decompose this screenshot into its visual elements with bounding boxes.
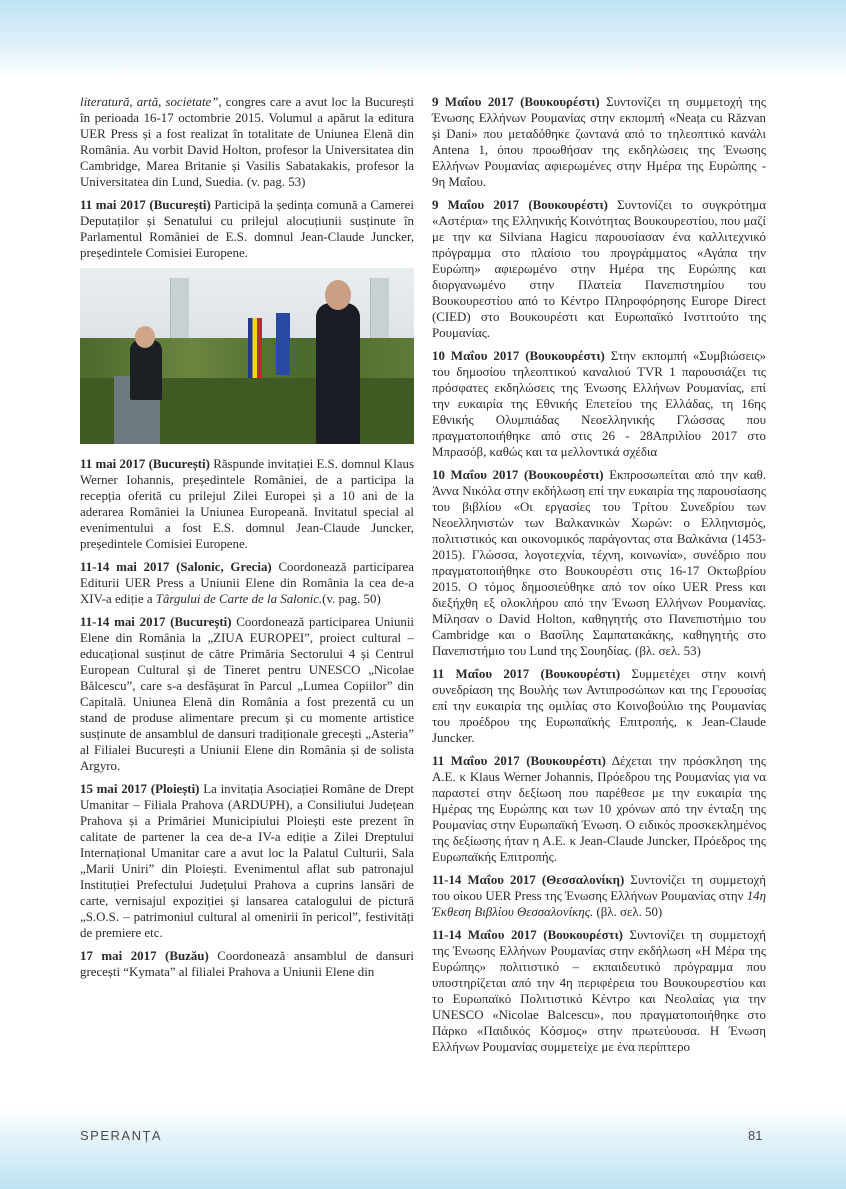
paragraph-l3: 11-14 mai 2017 (Salonic, Grecia) Coordonează participarea Editurii UER Press a Uniunii Elene din România la cea de-a XIV-a ediție a Târgului de Carte de la Salonic.(v. pag. 50) [80,560,414,606]
right-column [432,94,766,1062]
paragraph-l4: 11-14 mai 2017 (București) Coordonează participarea Uniunii Elene din România la „ZIUA EUROPEI”, proiect cultural – educațional susținut de către Primăria Sectorului 4 și Centrul European Cultural și de Tineret pentru UNESCO „Nicolae Bălcescu”, care s-a desfășurat în Parcul „Lumea Copiilor” din Capitală. Uniunea Elenă din România a fost prezentă cu un stand de produse alimentare precum și cu momente artistice susținute de ansamblul de dansuri tradiționale grecești „Asteria” al Filialei București a Uniunii Elene din România și de solista Argyro. [80,615,414,773]
page-number: 81 [748,1128,763,1143]
paragraph-r3: 10 Μαΐου 2017 (Βουκουρέστι) Εκπροσωπείται από την καθ. Άννα Νικόλα στην εκδήλωση επί την ευκαιρία της παρουσίασης του βιβλίου «Οι εργασίες του Τρίτου Συνεδρίου των Νεοελληνιστών των Βαλκανικών Χωρών: ο Ελληνισμός, πολιτιστικός και οικονομικός παράγοντας στα Βαλκάνια (1453-2015). Γλώσσα, λογοτεχνία, τέχνη, κοινωνία», συνέδριο που πραγματοποιήθηκε στο Βουκουρέστι στις 16-17 Οκτωβρίου 2015. Ο τόμος δημοσιεύθηκε από τον οίκο UER Press και διεξήχθη εξ ολοκλήρου από την Ένωση Ελλήνων Ρουμανίας. Μίλησαν ο David Holton, καθηγητής στο Πανεπιστήμιο του Cambridge και ο Βασίλης Σαμπατακάκης, καθηγητής στο Πανεπιστήμιο του Lund της Σουηδίας. (βλ. σελ. 53) [432,468,766,658]
paragraph-l6: 17 mai 2017 (Buzău) Coordonează ansamblul de dansuri grecești “Kymata” al filialei Prahova a Uniunii Elene din [80,949,415,979]
paragraph-l1: 11 mai 2017 (București) Participă la ședința comună a Camerei Deputaților și Senatului cu prilejul alocuțiunii susținute în Parlamentul României de E.S. domnul Jean-Claude Juncker, președintele Comisiei Europene. [80,198,414,260]
left-column [80,94,414,987]
paragraph-r1: 9 Μαΐου 2017 (Βουκουρέστι) Συντονίζει το συγκρότημα «Αστέρια» της Ελληνικής Κοινότητας Βουκουρεστίου, που μαζί με την κα Silviana Hagicu παρουσίασαν ένα καλλιτεχνικό πρόγραμμα στο πλαίσιο του προγράμματος «Αγάπα την Ευρώπη» αφιερωμένο στην Ημέρα της Ευρώπης και διοργανωμένο στην Πλατεία Πανεπιστημίου του Βουκουρεστίου από το Κέντρο Πληροφόρησης Europe Direct (CIED) στο Βουκουρέστι και Ευρωπαϊκό Ινστιτούτο της Ρουμανίας. [432,198,766,340]
paragraph-r2: 10 Μαΐου 2017 (Βουκουρέστι) Στην εκπομπή «Συμβιώσεις» του δημοσίου τηλεοπτικού καναλιού TVR 1 παρουσιάζει τις πρόσφατες εκδηλώσεις της Ένωσης Ελλήνων Ρουμανίας, επί την ευκαιρία της Εθνικής Επετείου της Ελλάδας, τη 16ης Εθνικής Ολυμπιάδας Νεοελληνικής Γλώσσας που πραγματοποιήθηκε από στις 26 - 28Απριλίου 2017 στο Μπρασόβ, καθώς και τα μελλοντικά σχέδια [432,349,766,459]
publication-title: SPERANȚA [80,1128,163,1143]
paragraph-r0: 9 Μαΐου 2017 (Βουκουρέστι) Συντονίζει τη συμμετοχή της Ένωσης Ελλήνων Ρουμανίας στην εκπομπή «Neața cu Răzvan și Dani» που μεταδόθηκε ζωντανά από το τηλεοπτικό κανάλι Antena 1, όπου προωθήσαν της εκδηλώσεις της Ένωσης Ελλήνων Ρουμανίας αφιερωμένες στην Ημέρα της Ευρώπης - 9η Μαΐου. [432,95,766,189]
header-band [0,0,846,80]
paragraph-l5: 15 mai 2017 (Ploiești) La invitația Asociației Române de Drept Umanitar – Filiala Prahova (ARDUPH), a Consiliului Județean Prahova și a Primăriei Municipiului Ploiești este prezent în calitate de partener la cea de-a IV-a ediție a Zilei Dreptului Internațional Umanitar care a avut loc la Palatul Culturii, Sala „Marii Uniri” din Ploiești. Evenimentul aflat sub patronajul Instituției Prefectului Județului Prahova a cuprins lansări de carte, vernisajul expoziției și lansarea catalogului de pictură „S.O.S. – patrimoniul cultural al omenirii în pericol”, festivități de premiere etc. [80,782,414,940]
paragraph-r7: 11-14 Μαΐου 2017 (Βουκουρέστι) Συντονίζει τη συμμετοχή της Ένωσης Ελλήνων Ρουμανίας στην εκδήλωση «Η Μέρα της Ευρώπης» πολιτιστικό – εκπαιδευτικό πρόγραμμα που υποστηρίζεται από την 4η περιφέρεια του Βουκουρεστίου και το Ευρωπαϊκό Πολιτιστικό Κέντρο και Νεολαίας για την UNESCO «Nicolae Balcescu», που πραγματοποιήθηκε στο Πάρκο «Παιδικός Κόσμος» στην πρωτεύουσα. Η Ένωση Ελλήνων Ρουμανίας συμμετείχε με ένα περίπτερο [432,928,766,1054]
paragraph-l2: 11 mai 2017 (București) Răspunde invitației E.S. domnul Klaus Werner Iohannis, președintele României, de a participa la recepția oferită cu prilejul Zilei Europei și a 10 ani de la aderarea României la Uniunea Europeană. Invitatul special al evenimentului a fost E.S. domnul Jean-Claude Juncker, președintele Comisiei Europene. [80,457,414,551]
paragraph-l0: literatură, artă, societate”, congres care a avut loc la București în perioada 16-17 octombrie 2015. Volumul a apărut la editura UER Press și a fost realizat în totalitate de Uniunea Elenă din România. Au vorbit David Holton, profesor la Universitatea din Cambridge, Marea Britanie și Vasilis Sabatakakis, profesor la Universitatea din Lund, Suedia. (v. pag. 53) [80,95,414,189]
event-photo [80,268,414,444]
paragraph-r5: 11 Μαΐου 2017 (Βουκουρέστι) Δέχεται την πρόσκληση της Α.Ε. κ Klaus Werner Johannis, Πρόεδρου της Ρουμανίας για να παραστεί στην δεξίωση που παρέθεσε με την ευκαιρία της Ημέρας της Ευρώπης και των 10 χρόνων από την ένταξη της Ρουμανίας στην Ευρωπαϊκή Ένωση. Ο ειδικός προσκεκλημένος της δεξίωσης ήταν η Α.Ε. κ Jean-Claude Juncker, Πρόεδρος της Ευρωπαϊκής Επιτροπής. [432,754,766,864]
paragraph-r6: 11-14 Μαΐου 2017 (Θεσσαλονίκη) Συντονίζει τη συμμετοχή του οίκου UER Press της Ένωσης Ελλήνων Ρουμανίας στην 14η Έκθεση Βιβλίου Θεσσαλονίκης. (βλ. σελ. 50) [432,873,766,919]
footer-band [0,1109,846,1189]
paragraph-r4: 11 Μαΐου 2017 (Βουκουρέστι) Συμμετέχει στην κοινή συνεδρίαση της Βουλής των Αντιπροσώπων και της Γερουσίας επί την ευκαιρία της ομιλίας στο Κοινοβούλιο της Ρουμανίας του προέδρου της Ευρωπαϊκής Επιτροπής, κ Jean-Claude Juncker. [432,667,766,745]
